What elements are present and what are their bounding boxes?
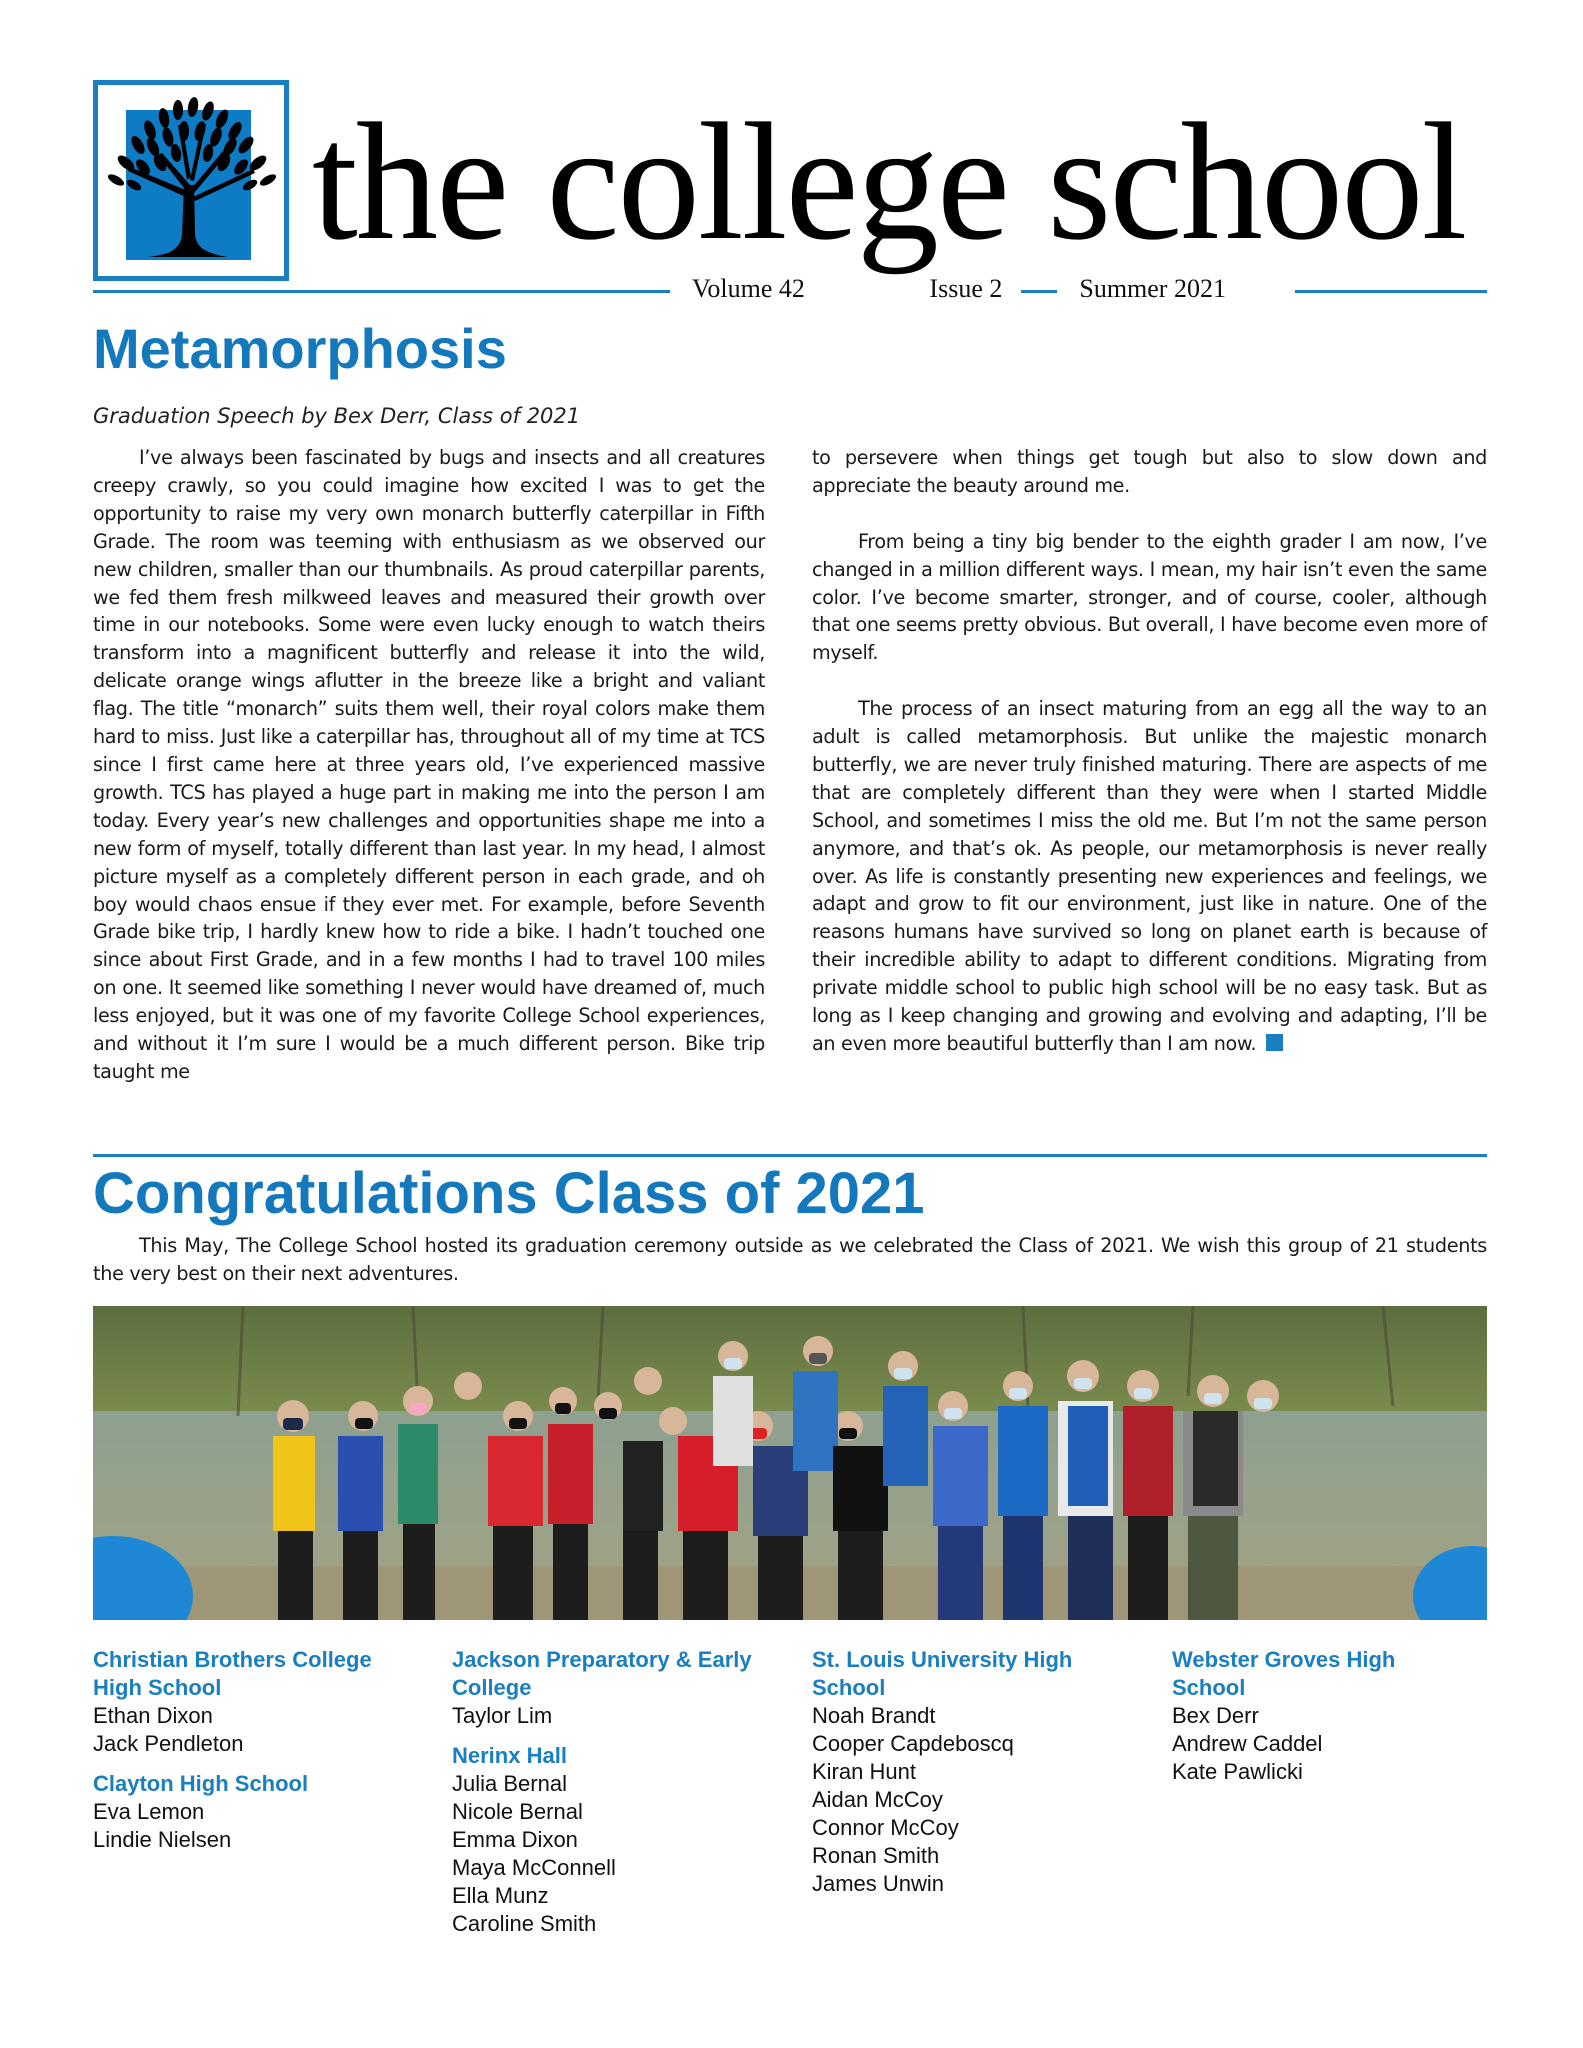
- school-group: [812, 1646, 1112, 1898]
- student-name: Cooper Capdeboscq: [812, 1731, 1014, 1756]
- student-name: Caroline Smith: [452, 1911, 597, 1936]
- article-headline-metamorphosis: Metamorphosis: [93, 317, 507, 380]
- volume-label: Volume 42: [692, 274, 805, 303]
- school-name: St. Louis University High School: [812, 1647, 1073, 1700]
- masthead-rule-left: [93, 290, 670, 293]
- student-name: Eva Lemon: [93, 1799, 205, 1824]
- masthead-title: the college school: [312, 89, 1466, 275]
- issue-info: [692, 274, 1226, 304]
- school-group: [1172, 1646, 1472, 1786]
- school-name: Christian Brothers College High School: [93, 1647, 372, 1700]
- graduates-column-2: [452, 1646, 752, 1938]
- student-name: Julia Bernal: [452, 1771, 567, 1796]
- class-group-photo: [93, 1306, 1487, 1620]
- issue-divider: [1021, 290, 1057, 293]
- student-name: Kiran Hunt: [812, 1759, 916, 1784]
- paragraph: [812, 695, 1487, 1058]
- school-name: Webster Groves High School: [1172, 1647, 1396, 1700]
- school-group: [93, 1646, 393, 1758]
- student-name: Lindie Nielsen: [93, 1827, 232, 1852]
- student-name: Ella Munz: [452, 1883, 549, 1908]
- paragraph: to persevere when things get tough but also to slow down and appreciate the beauty around me.: [812, 446, 1487, 497]
- logo: [93, 80, 289, 281]
- season-label: Summer 2021: [1079, 274, 1226, 303]
- student-name: Taylor Lim: [452, 1703, 553, 1728]
- masthead-rule-right: [1295, 290, 1487, 293]
- article-headline-congratulations: Congratulations Class of 2021: [93, 1161, 925, 1226]
- end-of-article-mark-icon: [1266, 1034, 1283, 1051]
- student-name: Andrew Caddel: [1172, 1731, 1323, 1756]
- tree-logo-icon: [98, 85, 284, 276]
- school-name: Clayton High School: [93, 1771, 309, 1796]
- school-name: Jackson Preparatory & Early College: [452, 1647, 752, 1700]
- section-divider: [93, 1154, 1487, 1157]
- student-name: Ethan Dixon: [93, 1703, 213, 1728]
- article-intro: [93, 1232, 1487, 1288]
- student-name: Aidan McCoy: [812, 1787, 943, 1812]
- paragraph: From being a tiny big bender to the eighth grader I am now, I’ve changed in a million different ways. I mean, my hair isn’t even the same color. I’ve become smarter, stronger, and of course, cooler, although that one seems pretty obvious. But overall, I have become even more of myself.: [812, 529, 1487, 665]
- graduates-column-4: [1172, 1646, 1472, 1786]
- school-group: [93, 1770, 393, 1854]
- graduates-column-1: [93, 1646, 393, 1854]
- article-column-left: [93, 444, 765, 1086]
- paragraph: I’ve always been fascinated by bugs and insects and all creatures creepy crawly, so you could imagine how excited I was to get the opportunity to raise my very own monarch butterfly caterpillar in Fifth Grade. The room was teeming with enthusiasm as we observed our new children, smaller than our thumbnails. As proud caterpillar parents, we fed them fresh milkweed leaves and measured their growth over time in our notebooks. Some were even lucky enough to watch theirs transform into a magnificent butterfly and release it into the wild, delicate orange wings aflutter in the breeze like a bright and valiant flag. The title “monarch” suits them well, their royal colors make them hard to miss. Just like a caterpillar has, throughout all of my time at TCS since I first came here at three years old, I’ve experienced massive growth. TCS has played a huge part in making me into the person I am today. Every year’s new challenges and opportunities shape me into a new form of myself, totally different than last year. In my head, I almost picture myself as a completely different person in each grade, and oh boy would chaos ensue if they ever met. For example, before Seventh Grade bike trip, I hardly knew how to ride a bike. I hadn’t touched one since about First Grade, and in a few months I had to travel 100 miles on one. It seemed like something I never would have dreamed of, much less enjoyed, but it was one of my favorite College School experiences, and without it I’m sure I would be a much different person. Bike trip taught me: [93, 446, 765, 1083]
- article-column-right: [812, 444, 1487, 1058]
- paragraph-text: The process of an insect maturing from an egg all the way to an adult is called metamorphosis. But unlike the majestic monarch butterfly, we are never truly finished maturing. There are aspects of me that are completely different than they were when I started Middle School, and sometimes I miss the old me. But I’m not the same person anymore, and that’s ok. As people, our metamorphosis is never really over. As life is constantly presenting new experiences and feelings, we adapt and grow to fit our environment, just like in nature. One of the reasons humans have survived so long on planet earth is because of their incredible ability to adapt to different conditions. Migrating from private middle school to public high school will be no easy task. But as long as I keep changing and growing and evolving and adapting, I’ll be an even more beautiful butterfly than I am now.: [812, 697, 1487, 1055]
- student-name: Emma Dixon: [452, 1827, 578, 1852]
- student-name: Nicole Bernal: [452, 1799, 583, 1824]
- article-byline: Graduation Speech by Bex Derr, Class of 2021: [93, 404, 581, 428]
- graduates-column-3: [812, 1646, 1112, 1898]
- student-name: Jack Pendleton: [93, 1731, 244, 1756]
- school-group: [452, 1742, 752, 1938]
- group-photo-image-icon: [93, 1306, 1487, 1620]
- student-name: Noah Brandt: [812, 1703, 936, 1728]
- paragraph: This May, The College School hosted its graduation ceremony outside as we celebrated the Class of 2021. We wish this group of 21 students the very best on their next adventures.: [93, 1234, 1487, 1285]
- student-name: Ronan Smith: [812, 1843, 940, 1868]
- student-name: Bex Derr: [1172, 1703, 1259, 1728]
- student-name: Kate Pawlicki: [1172, 1759, 1303, 1784]
- school-name: Nerinx Hall: [452, 1743, 567, 1768]
- student-name: Connor McCoy: [812, 1815, 959, 1840]
- school-group: [452, 1646, 752, 1730]
- student-name: Maya McConnell: [452, 1855, 616, 1880]
- issue-label: Issue 2: [929, 274, 1003, 303]
- student-name: James Unwin: [812, 1871, 945, 1896]
